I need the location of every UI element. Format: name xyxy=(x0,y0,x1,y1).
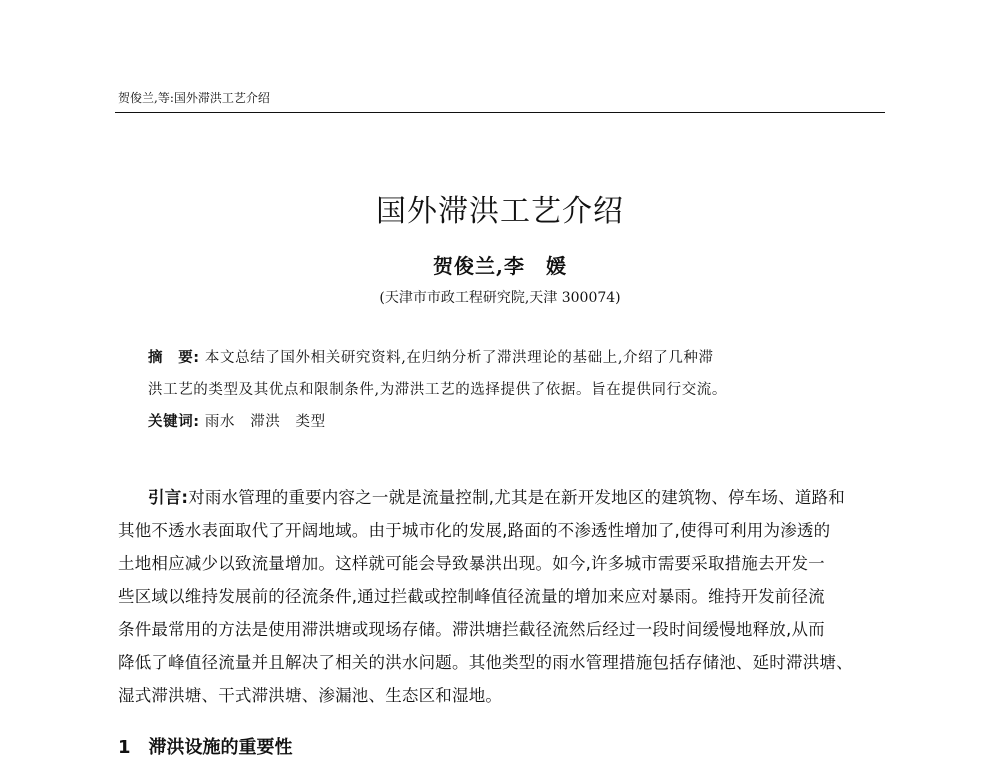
affiliation: (天津市市政工程研究院,天津 300074) xyxy=(379,290,621,306)
paper-title: 国外滞洪工艺介绍 xyxy=(376,194,624,229)
intro-label: 引言: xyxy=(148,488,189,507)
intro-line: 降低了峰值径流量并且解决了相关的洪水问题。其他类型的雨水管理措施包括存储池、延时滞洪塘、 xyxy=(118,653,853,672)
intro-line: 土地相应减少以致流量增加。这样就可能会导致暴洪出现。如今,许多城市需要采取措施去开发一 xyxy=(118,554,825,573)
intro-line: 条件最常用的方法是使用滞洪塘或现场存储。滞洪塘拦截径流然后经过一段时间缓慢地释放,从而 xyxy=(118,620,825,639)
abstract-label: 摘 要: xyxy=(148,350,200,366)
authors: 贺俊兰,李 媛 xyxy=(433,254,567,278)
intro-line: 些区域以维持发展前的径流条件,通过拦截或控制峰值径流量的增加来应对暴雨。维持开发前径流 xyxy=(118,587,825,606)
intro-line xyxy=(148,484,845,508)
header-rule xyxy=(115,112,885,113)
abstract-line xyxy=(148,346,714,367)
running-head: 贺俊兰,等:国外滞洪工艺介绍 xyxy=(118,91,270,105)
keywords-line xyxy=(148,410,326,431)
intro-line: 其他不透水表面取代了开阔地域。由于城市化的发展,路面的不渗透性增加了,使得可利用为渗透的 xyxy=(118,521,831,540)
keywords-label: 关键词: xyxy=(148,414,200,430)
abstract-text: 本文总结了国外相关研究资料,在归纳分析了滞洪理论的基础上,介绍了几种滞 xyxy=(204,350,714,366)
section-heading: 1 滞洪设施的重要性 xyxy=(118,737,293,758)
intro-line: 湿式滞洪塘、干式滞洪塘、渗漏池、生态区和湿地。 xyxy=(118,686,503,705)
keywords-value: 雨水 滞洪 类型 xyxy=(204,414,326,430)
intro-text: 对雨水管理的重要内容之一就是流量控制,尤其是在新开发地区的建筑物、停车场、道路和 xyxy=(188,488,845,507)
abstract-line: 洪工艺的类型及其优点和限制条件,为滞洪工艺的选择提供了依据。旨在提供同行交流。 xyxy=(148,382,728,398)
